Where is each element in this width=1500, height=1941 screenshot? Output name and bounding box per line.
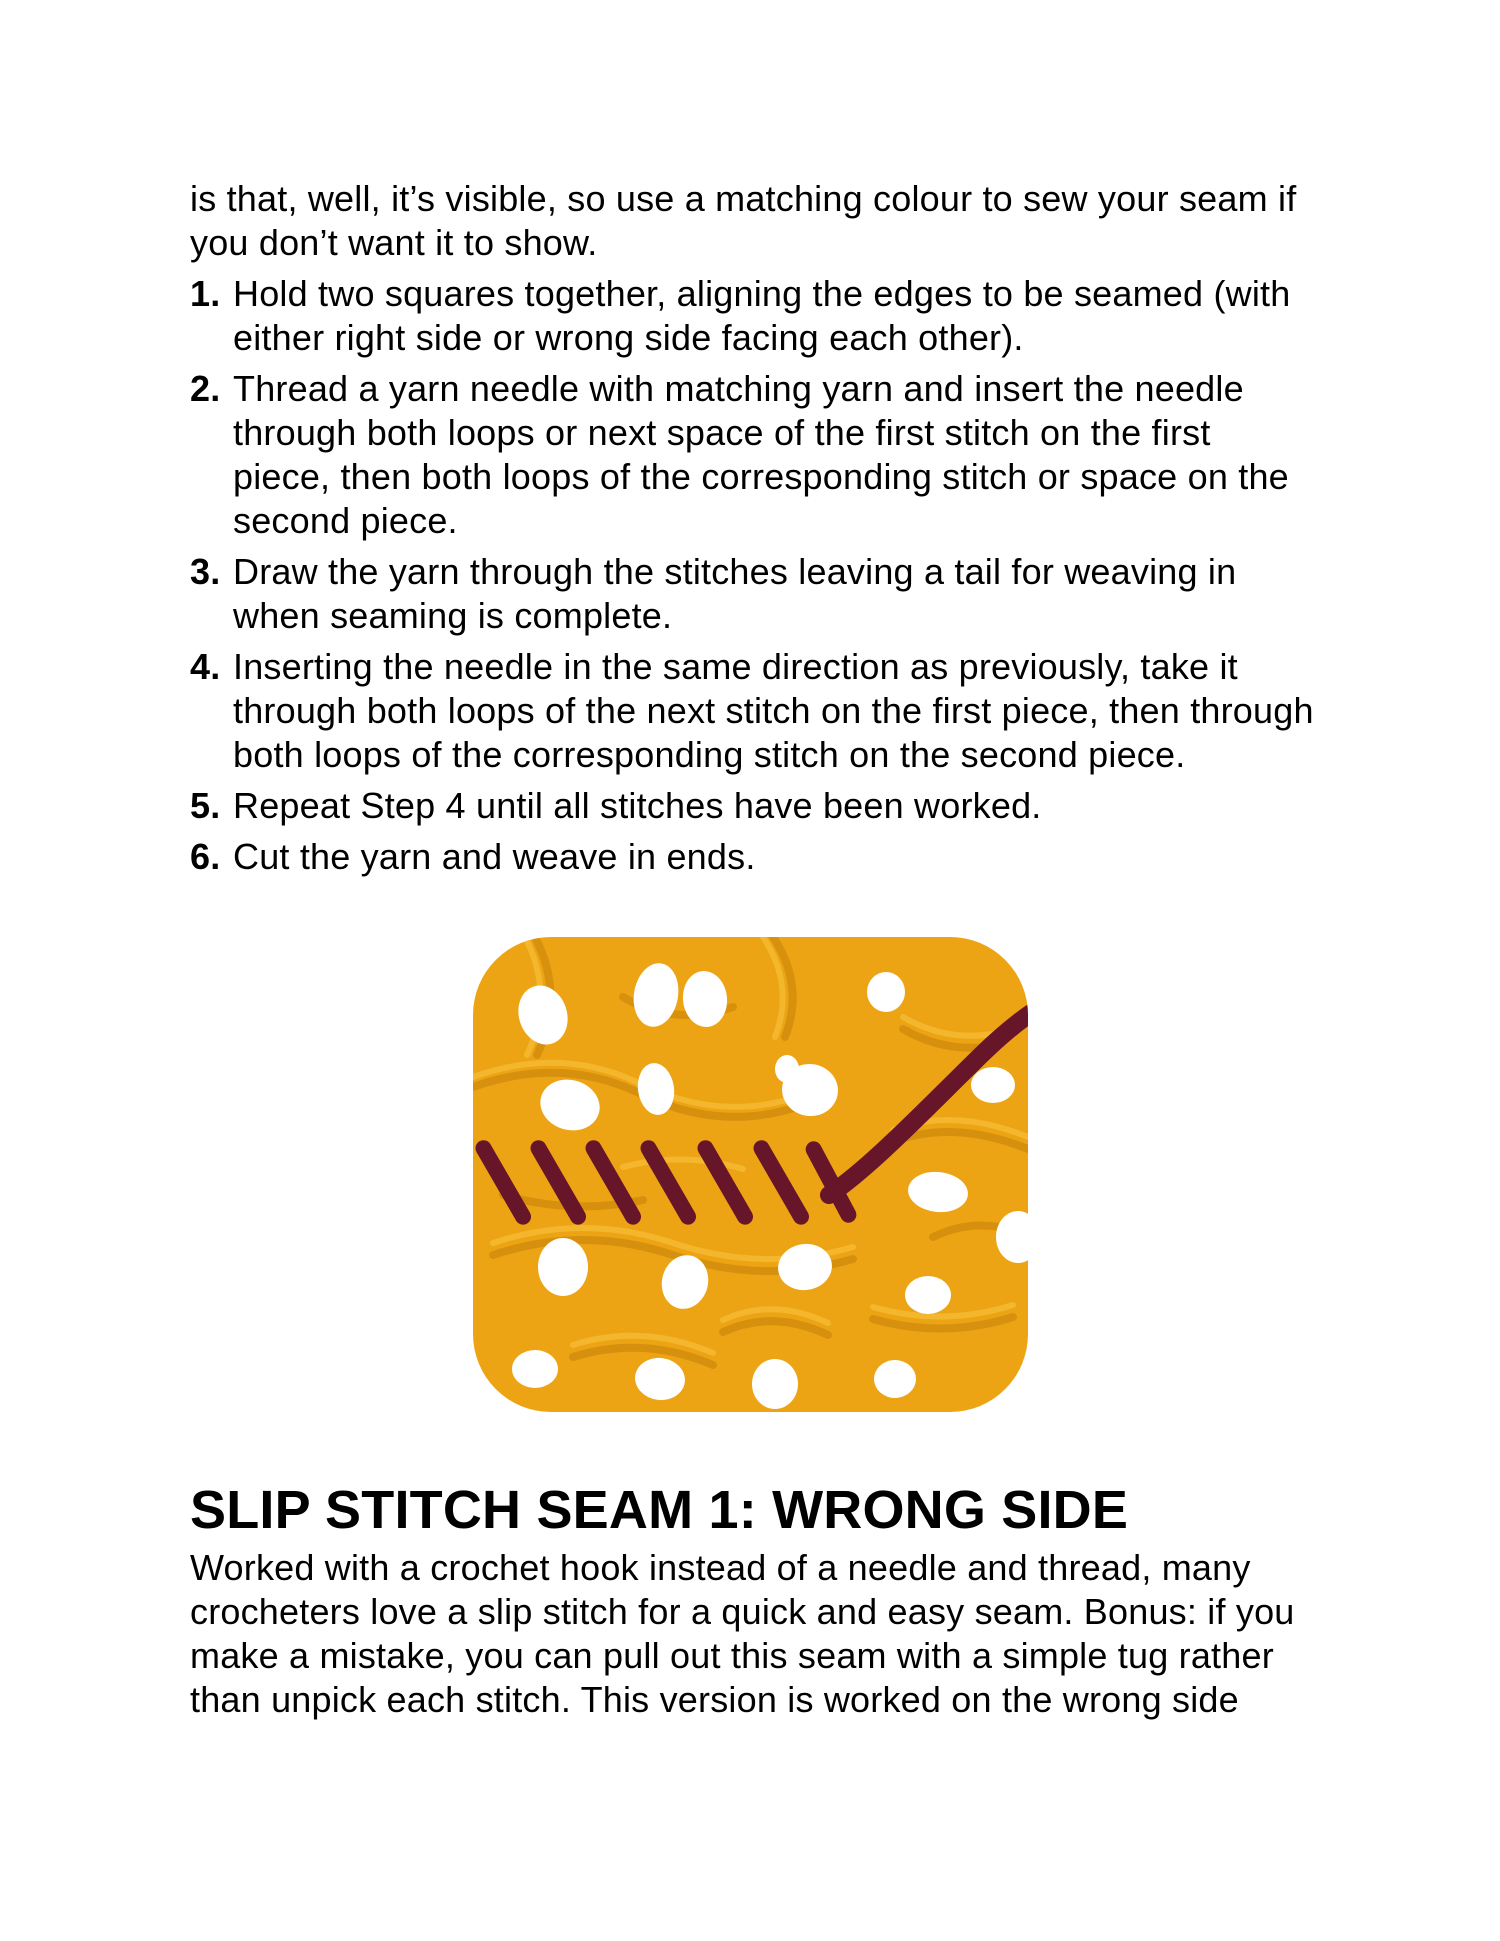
closing-paragraph [190, 1546, 1365, 1722]
closing-text-column [190, 1546, 1365, 1722]
paragraph-line: than unpick each stitch. This version is worked on the wrong side [190, 1679, 1239, 1720]
step-item-1 [190, 272, 1365, 360]
step-number: 4. [190, 646, 221, 687]
step-line [190, 835, 1365, 879]
step-line: when seaming is complete. [233, 595, 673, 636]
crochet-seam-photo [473, 937, 1028, 1412]
step-line: either right side or wrong side facing each other). [233, 317, 1024, 358]
paragraph-line: you don’t want it to show. [190, 222, 598, 263]
paragraph-line: crocheters love a slip stitch for a quick and easy seam. Bonus: if you [190, 1591, 1295, 1632]
numbered-steps-list [190, 272, 1365, 879]
step-line [190, 367, 1365, 411]
step-item-3 [190, 550, 1365, 638]
step-line: both loops of the corresponding stitch on the second piece. [233, 734, 1186, 775]
step-line [190, 272, 1365, 316]
text-column [190, 177, 1365, 879]
step-number: 5. [190, 785, 221, 826]
step-line [190, 550, 1365, 594]
step-item-6 [190, 835, 1365, 879]
step-number: 1. [190, 273, 221, 314]
step-text: Repeat Step 4 until all stitches have been worked. [233, 785, 1042, 826]
paragraph-line: Worked with a crochet hook instead of a needle and thread, many [190, 1547, 1251, 1588]
section-heading: SLIP STITCH SEAM 1: WRONG SIDE [190, 1480, 1129, 1540]
step-line: second piece. [233, 500, 458, 541]
paragraph-line: make a mistake, you can pull out this seam with a simple tug rather [190, 1635, 1274, 1676]
step-number: 6. [190, 836, 221, 877]
step-text: Inserting the needle in the same direction as previously, take it [233, 646, 1238, 687]
intro-paragraph [190, 177, 1365, 265]
step-line: through both loops of the next stitch on the first piece, then through [233, 690, 1314, 731]
step-line: piece, then both loops of the corresponding stitch or space on the [233, 456, 1289, 497]
step-text: Thread a yarn needle with matching yarn and insert the needle [233, 368, 1244, 409]
step-text: Cut the yarn and weave in ends. [233, 836, 756, 877]
crochet-seam-photo-graphic [473, 937, 1028, 1412]
step-number: 3. [190, 551, 221, 592]
step-item-5 [190, 784, 1365, 828]
step-text: Hold two squares together, aligning the edges to be seamed (with [233, 273, 1291, 314]
step-text: Draw the yarn through the stitches leaving a tail for weaving in [233, 551, 1237, 592]
paragraph-line: is that, well, it’s visible, so use a matching colour to sew your seam if [190, 178, 1297, 219]
step-line [190, 645, 1365, 689]
step-item-4 [190, 645, 1365, 777]
step-item-2 [190, 367, 1365, 543]
step-number: 2. [190, 368, 221, 409]
step-line [190, 784, 1365, 828]
step-line: through both loops or next space of the first stitch on the first [233, 412, 1211, 453]
